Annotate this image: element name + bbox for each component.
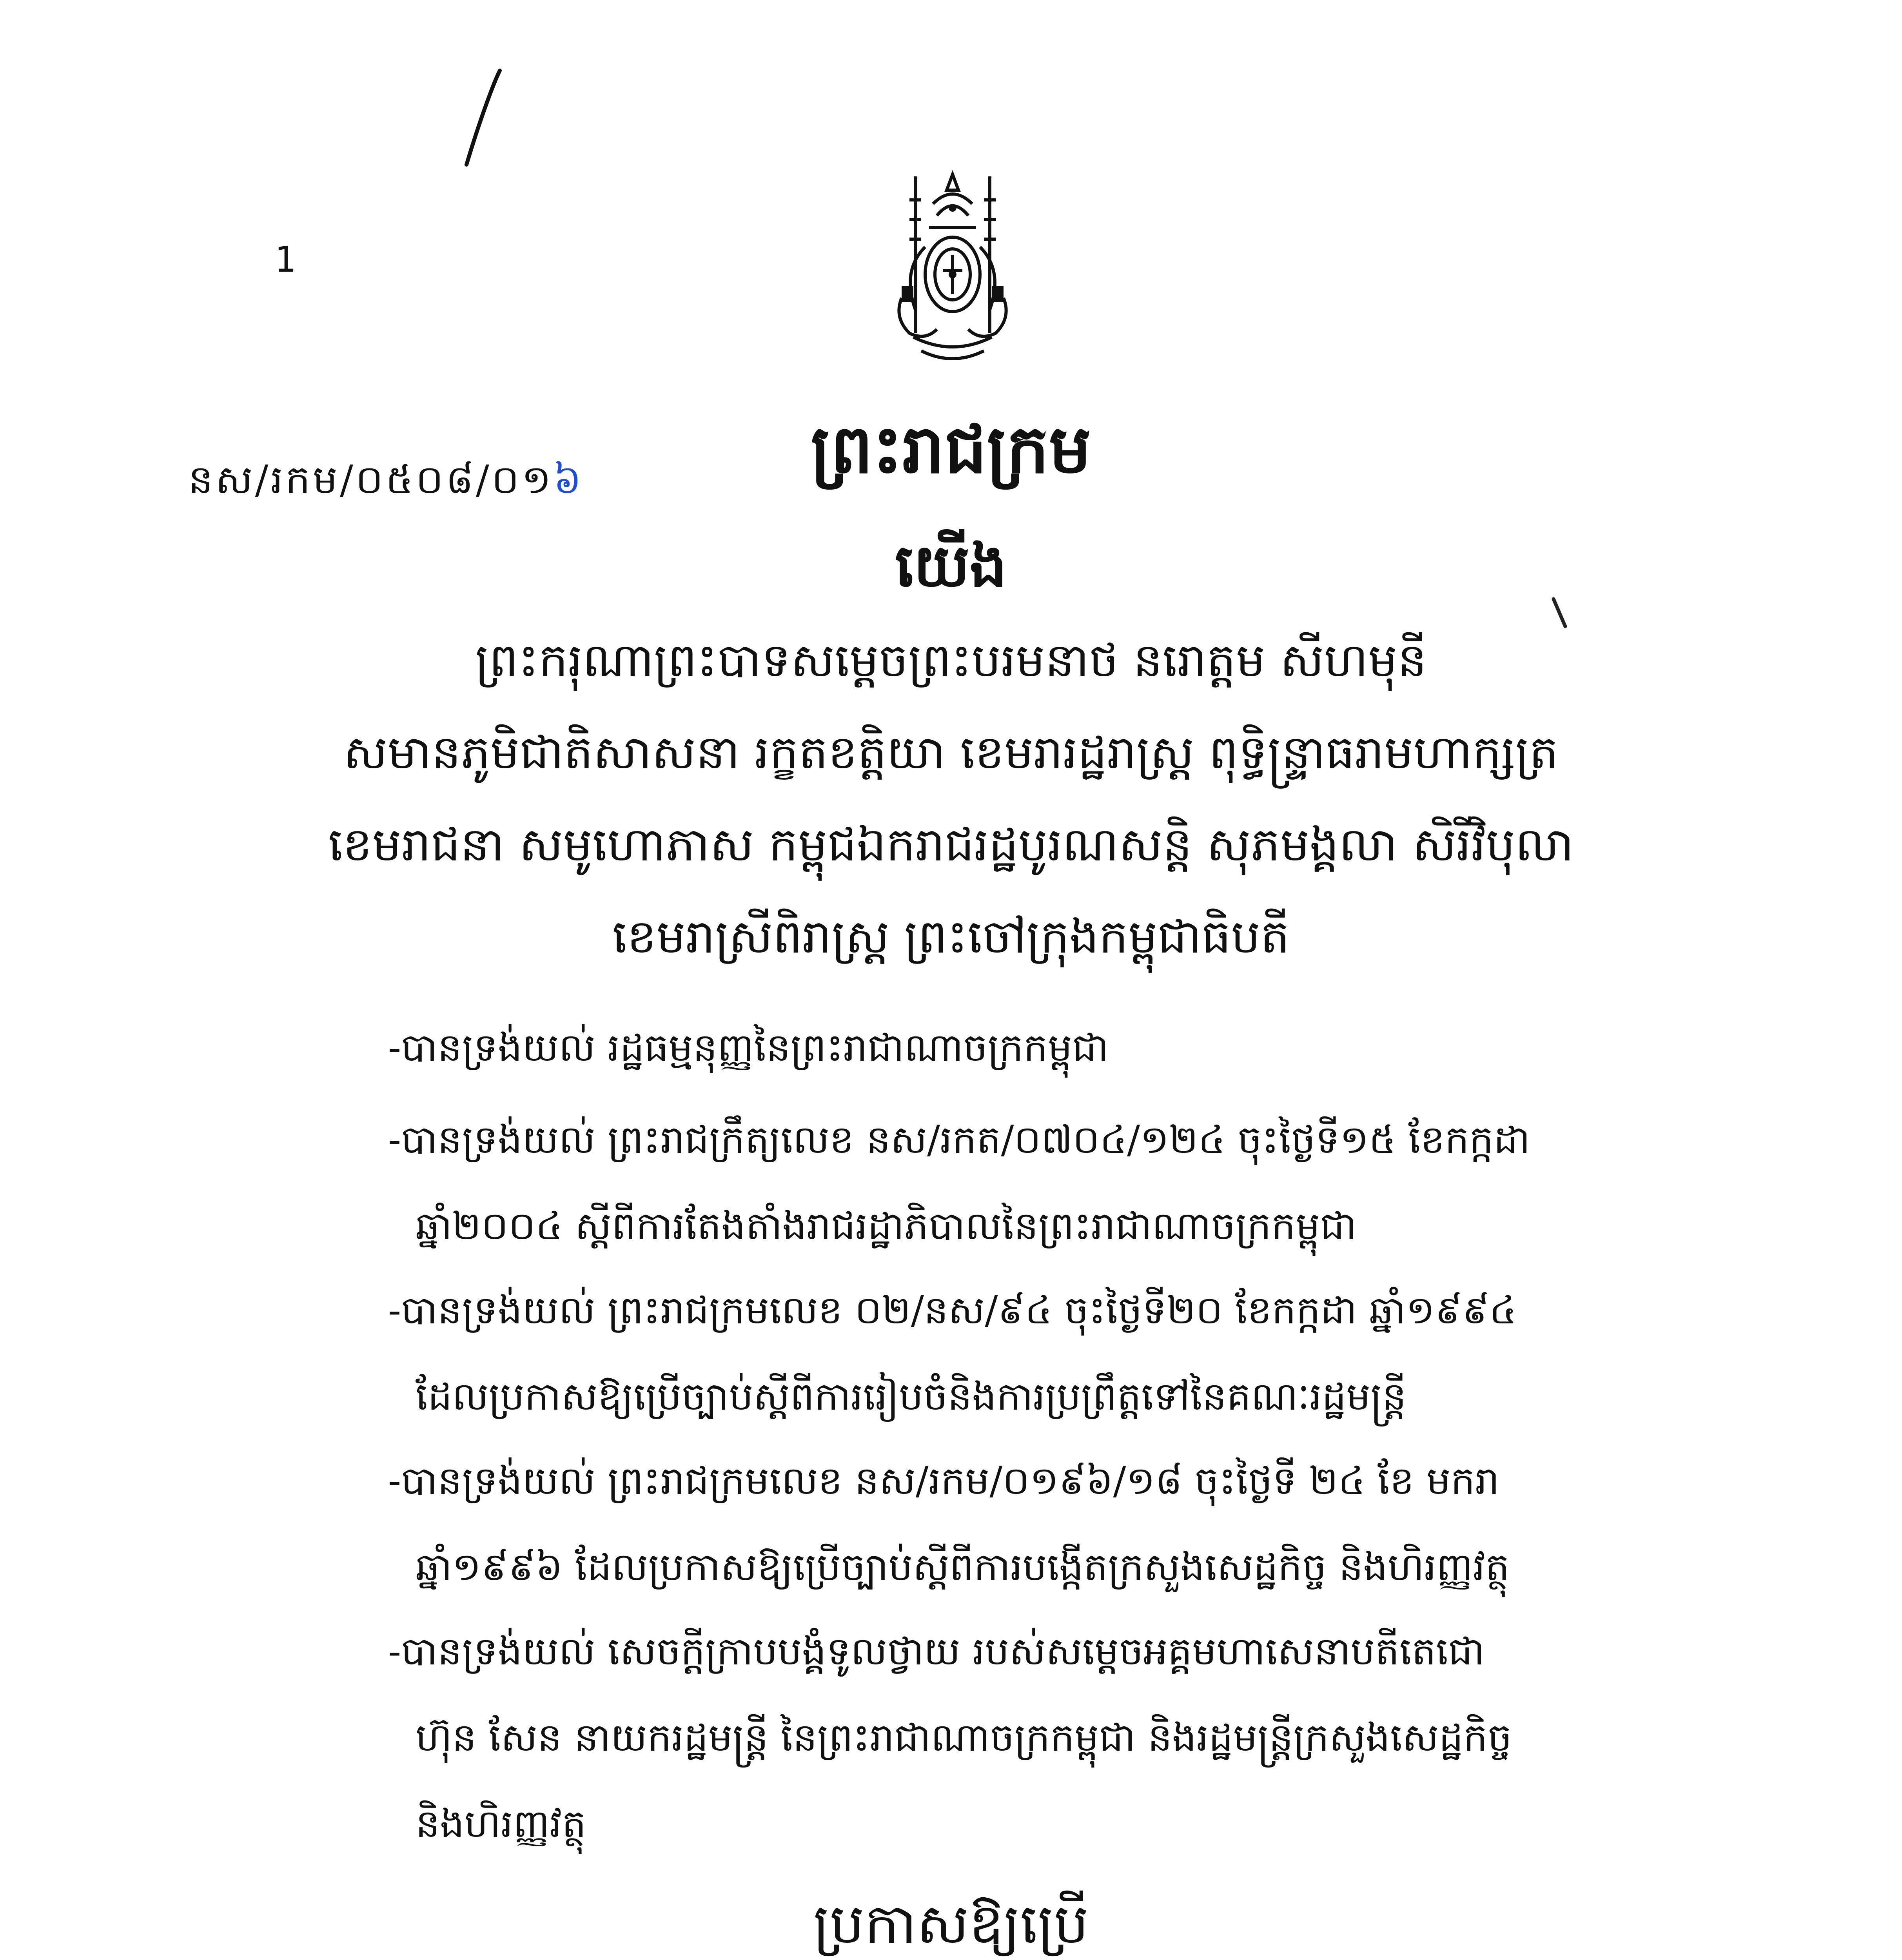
- document-title: ព្រះរាជក្រម: [811, 410, 1091, 488]
- reference-item: -បានទ្រង់យល់ ព្រះរាជក្រមលេខ ០២/នស/៩៤ ចុះថ្ងៃទី២០ ខែកក្កដា ឆ្នាំ១៩៩៤: [388, 1288, 1517, 1333]
- section-heading: ប្រកាសឱ្យប្រើ: [813, 1892, 1089, 1956]
- reference-item-continuation: ឆ្នាំ២០០៤ ស្តីពីការតែងតាំងរាជរដ្ឋាភិបាលនៃព្រះរាជាណាចក្រកម្ពុជា: [416, 1204, 1357, 1249]
- pen-stroke-mark: [463, 67, 517, 169]
- reference-number-last-digit: ៦: [554, 457, 584, 503]
- royal-title-line: ខេមរាស្រីពិរាស្ត្រ ព្រះចៅក្រុងកម្ពុជាធិបតី: [612, 909, 1290, 964]
- reference-item-continuation: ឆ្នាំ១៩៩៦ ដែលប្រកាសឱ្យប្រើច្បាប់ស្តីពីការបង្កើតក្រសួងសេដ្ឋកិច្ច និងហិរញ្ញវត្ថុ: [416, 1545, 1510, 1590]
- royal-title-line: ខេមរាជនា សមូហោភាស កម្ពុជឯករាជរដ្ឋបូរណសន្តិ សុភមង្គលា សិរីវិបុលា: [328, 817, 1574, 871]
- reference-item: -បានទ្រង់យល់ រដ្ឋធម្មនុញ្ញនៃព្រះរាជាណាចក្រកម្ពុជា: [388, 1025, 1109, 1070]
- reference-item-continuation: និងហិរញ្ញវត្ថុ: [416, 1802, 586, 1846]
- royal-title-line: ព្រះករុណាព្រះបាទសម្តេចព្រះបរមនាថ នរោត្តម សីហមុនី: [475, 633, 1427, 687]
- reference-number-main: នស/រកម/០៥០៨/០១: [188, 457, 554, 503]
- reference-item: -បានទ្រង់យល់ សេចក្តីក្រាបបង្គំទូលថ្វាយ របស់សម្តេចអគ្គមហាសេនាបតីតេជោ: [388, 1629, 1485, 1674]
- reference-item-continuation: ហ៊ុន សែន នាយករដ្ឋមន្ត្រី នៃព្រះរាជាណាចក្រកម្ពុជា និងរដ្ឋមន្ត្រីក្រសួងសេដ្ឋកិច្ច: [416, 1715, 1512, 1760]
- reference-item-continuation: ដែលប្រកាសឱ្យប្រើច្បាប់ស្តីពីការរៀបចំនិងការប្រព្រឹត្តទៅនៃគណៈរដ្ឋមន្ត្រី: [416, 1374, 1407, 1419]
- royal-title-line: សមានភូមិជាតិសាសនា រក្ខតខត្តិយា ខេមរារដ្ឋរាស្ត្រ ពុទ្ធិន្ទ្រាធរាមហាក្សត្រ: [343, 725, 1559, 779]
- issuer-heading: យើង: [895, 531, 1007, 600]
- reference-item: -បានទ្រង់យល់ ព្រះរាជក្រឹត្យលេខ នស/រកត/០៧០៤/១២៤ ចុះថ្ងៃទី១៥ ខែកក្កដា: [388, 1118, 1530, 1162]
- royal-coat-of-arms-icon: [878, 169, 1027, 372]
- reference-item: -បានទ្រង់យល់ ព្រះរាជក្រមលេខ នស/រកម/០១៩៦/១៨ ចុះថ្ងៃទី ២៤ ខែ មករា: [388, 1459, 1500, 1503]
- page-number: 1: [274, 239, 296, 280]
